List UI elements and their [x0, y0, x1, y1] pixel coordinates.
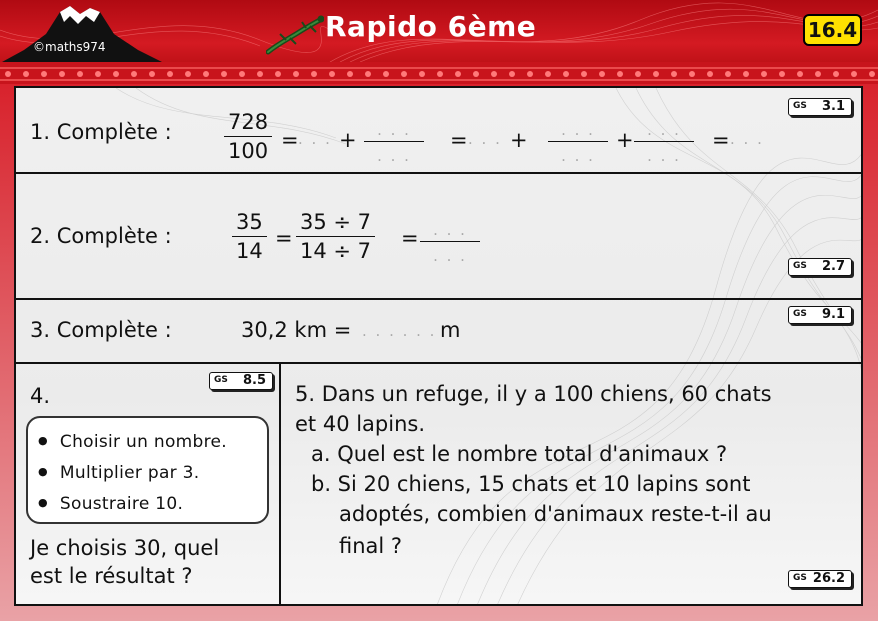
q3-unit: m: [440, 318, 461, 342]
q4-question-line-2: est le résultat ?: [30, 564, 193, 588]
q1-blank-3[interactable]: . . .: [730, 130, 764, 148]
q2-label: 2. Complète :: [30, 224, 172, 248]
q1-equals-3: =: [712, 128, 730, 152]
q1-blank-fraction-2[interactable]: [548, 118, 608, 168]
q1-blank-2[interactable]: . . .: [468, 130, 502, 148]
q2-fraction-2-den: 14 ÷ 7: [300, 239, 372, 263]
q1-fraction-denominator: 100: [228, 139, 269, 163]
q5-part-b-line-1: b. Si 20 chiens, 15 chats et 10 lapins sont: [311, 472, 751, 496]
q5-line-1: 5. Dans un refuge, il y a 100 chiens, 60 chats: [295, 382, 772, 406]
q1-equals-2: =: [450, 128, 468, 152]
gecko-icon: [266, 14, 324, 56]
q2-fraction-2-num: 35 ÷ 7: [296, 210, 375, 237]
instructions-box: [26, 416, 269, 524]
lace-border: [0, 62, 878, 84]
q1-plus-1: +: [339, 128, 357, 152]
q1-blank-fraction-3-num: . . .: [634, 118, 694, 142]
gs-label: GS: [214, 375, 228, 385]
q3-left-side: 30,2 km =: [241, 318, 352, 342]
gs-value: 9.1: [821, 307, 845, 322]
question-4: [16, 364, 281, 606]
q1-blank-fraction-1[interactable]: [364, 118, 424, 168]
q4-label: 4.: [30, 384, 51, 408]
q5-part-a: a. Quel est le nombre total d'animaux ?: [311, 442, 728, 466]
q1-label: 1. Complète :: [30, 120, 172, 144]
q2-fraction-1-num: 35: [232, 210, 267, 237]
question-3: [16, 300, 861, 364]
gs-tag-q3: [788, 306, 852, 324]
q5-part-b-line-2: adoptés, combien d'animaux reste-t-il au: [339, 502, 772, 526]
q2-blank-fraction-den: . . .: [433, 247, 467, 265]
q1-blank-fraction-1-den: . . .: [377, 147, 411, 165]
instructions-list: [28, 418, 267, 519]
instruction-step: ● Multiplier par 3.: [38, 457, 267, 488]
question-2: [16, 174, 861, 300]
q2-fraction-1-den: 14: [236, 239, 263, 263]
gs-tag-q5: [788, 570, 852, 588]
q1-blank-fraction-3-den: . . .: [647, 147, 681, 165]
gs-tag-q2: [788, 258, 852, 276]
q2-fraction-1: [232, 210, 267, 263]
q2-equals-1: =: [275, 226, 293, 250]
question-5: [281, 364, 861, 606]
gs-value: 2.7: [821, 259, 845, 274]
gs-tag-q4: [209, 372, 273, 390]
q1-equals-1: =: [281, 128, 299, 152]
q2-fraction-2: [296, 210, 375, 263]
q1-blank-fraction-2-num: . . .: [548, 118, 608, 142]
q5-part-b-line-3: final ?: [339, 534, 403, 558]
q2-blank-fraction-num: . . .: [420, 218, 480, 242]
q1-fraction: [224, 110, 272, 163]
q1-fraction-numerator: 728: [224, 110, 272, 137]
instruction-step: ● Choisir un nombre.: [38, 426, 267, 457]
q1-blank-fraction-1-num: . . .: [364, 118, 424, 142]
q1-blank-1[interactable]: . . .: [298, 130, 332, 148]
gs-value: 3.1: [821, 99, 845, 114]
gs-label: GS: [793, 573, 807, 583]
question-1: [16, 88, 861, 174]
q2-equals-2: =: [401, 226, 419, 250]
session-badge: 16.4: [803, 14, 862, 46]
gs-label: GS: [793, 309, 807, 319]
gs-value: 8.5: [242, 373, 266, 388]
q3-blank[interactable]: . . . . . .: [362, 322, 437, 340]
exercise-card: [14, 86, 863, 606]
instruction-step: ● Soustraire 10.: [38, 488, 267, 519]
gs-label: GS: [793, 261, 807, 271]
header-bar: [0, 0, 878, 62]
gs-value: 26.2: [812, 571, 845, 586]
gs-tag-q1: [788, 98, 852, 116]
q5-line-2: et 40 lapins.: [295, 412, 426, 436]
q1-blank-fraction-2-den: . . .: [561, 147, 595, 165]
q1-plus-3: +: [616, 128, 634, 152]
q3-label: 3. Complète :: [30, 318, 172, 342]
q2-blank-fraction[interactable]: [420, 218, 480, 268]
gs-label: GS: [793, 101, 807, 111]
q1-blank-fraction-3[interactable]: [634, 118, 694, 168]
page-title: Rapido 6ème: [325, 10, 537, 43]
q4-question-line-1: Je choisis 30, quel: [30, 536, 220, 560]
logo-text: ©maths974: [33, 40, 106, 54]
q1-plus-2: +: [510, 128, 528, 152]
